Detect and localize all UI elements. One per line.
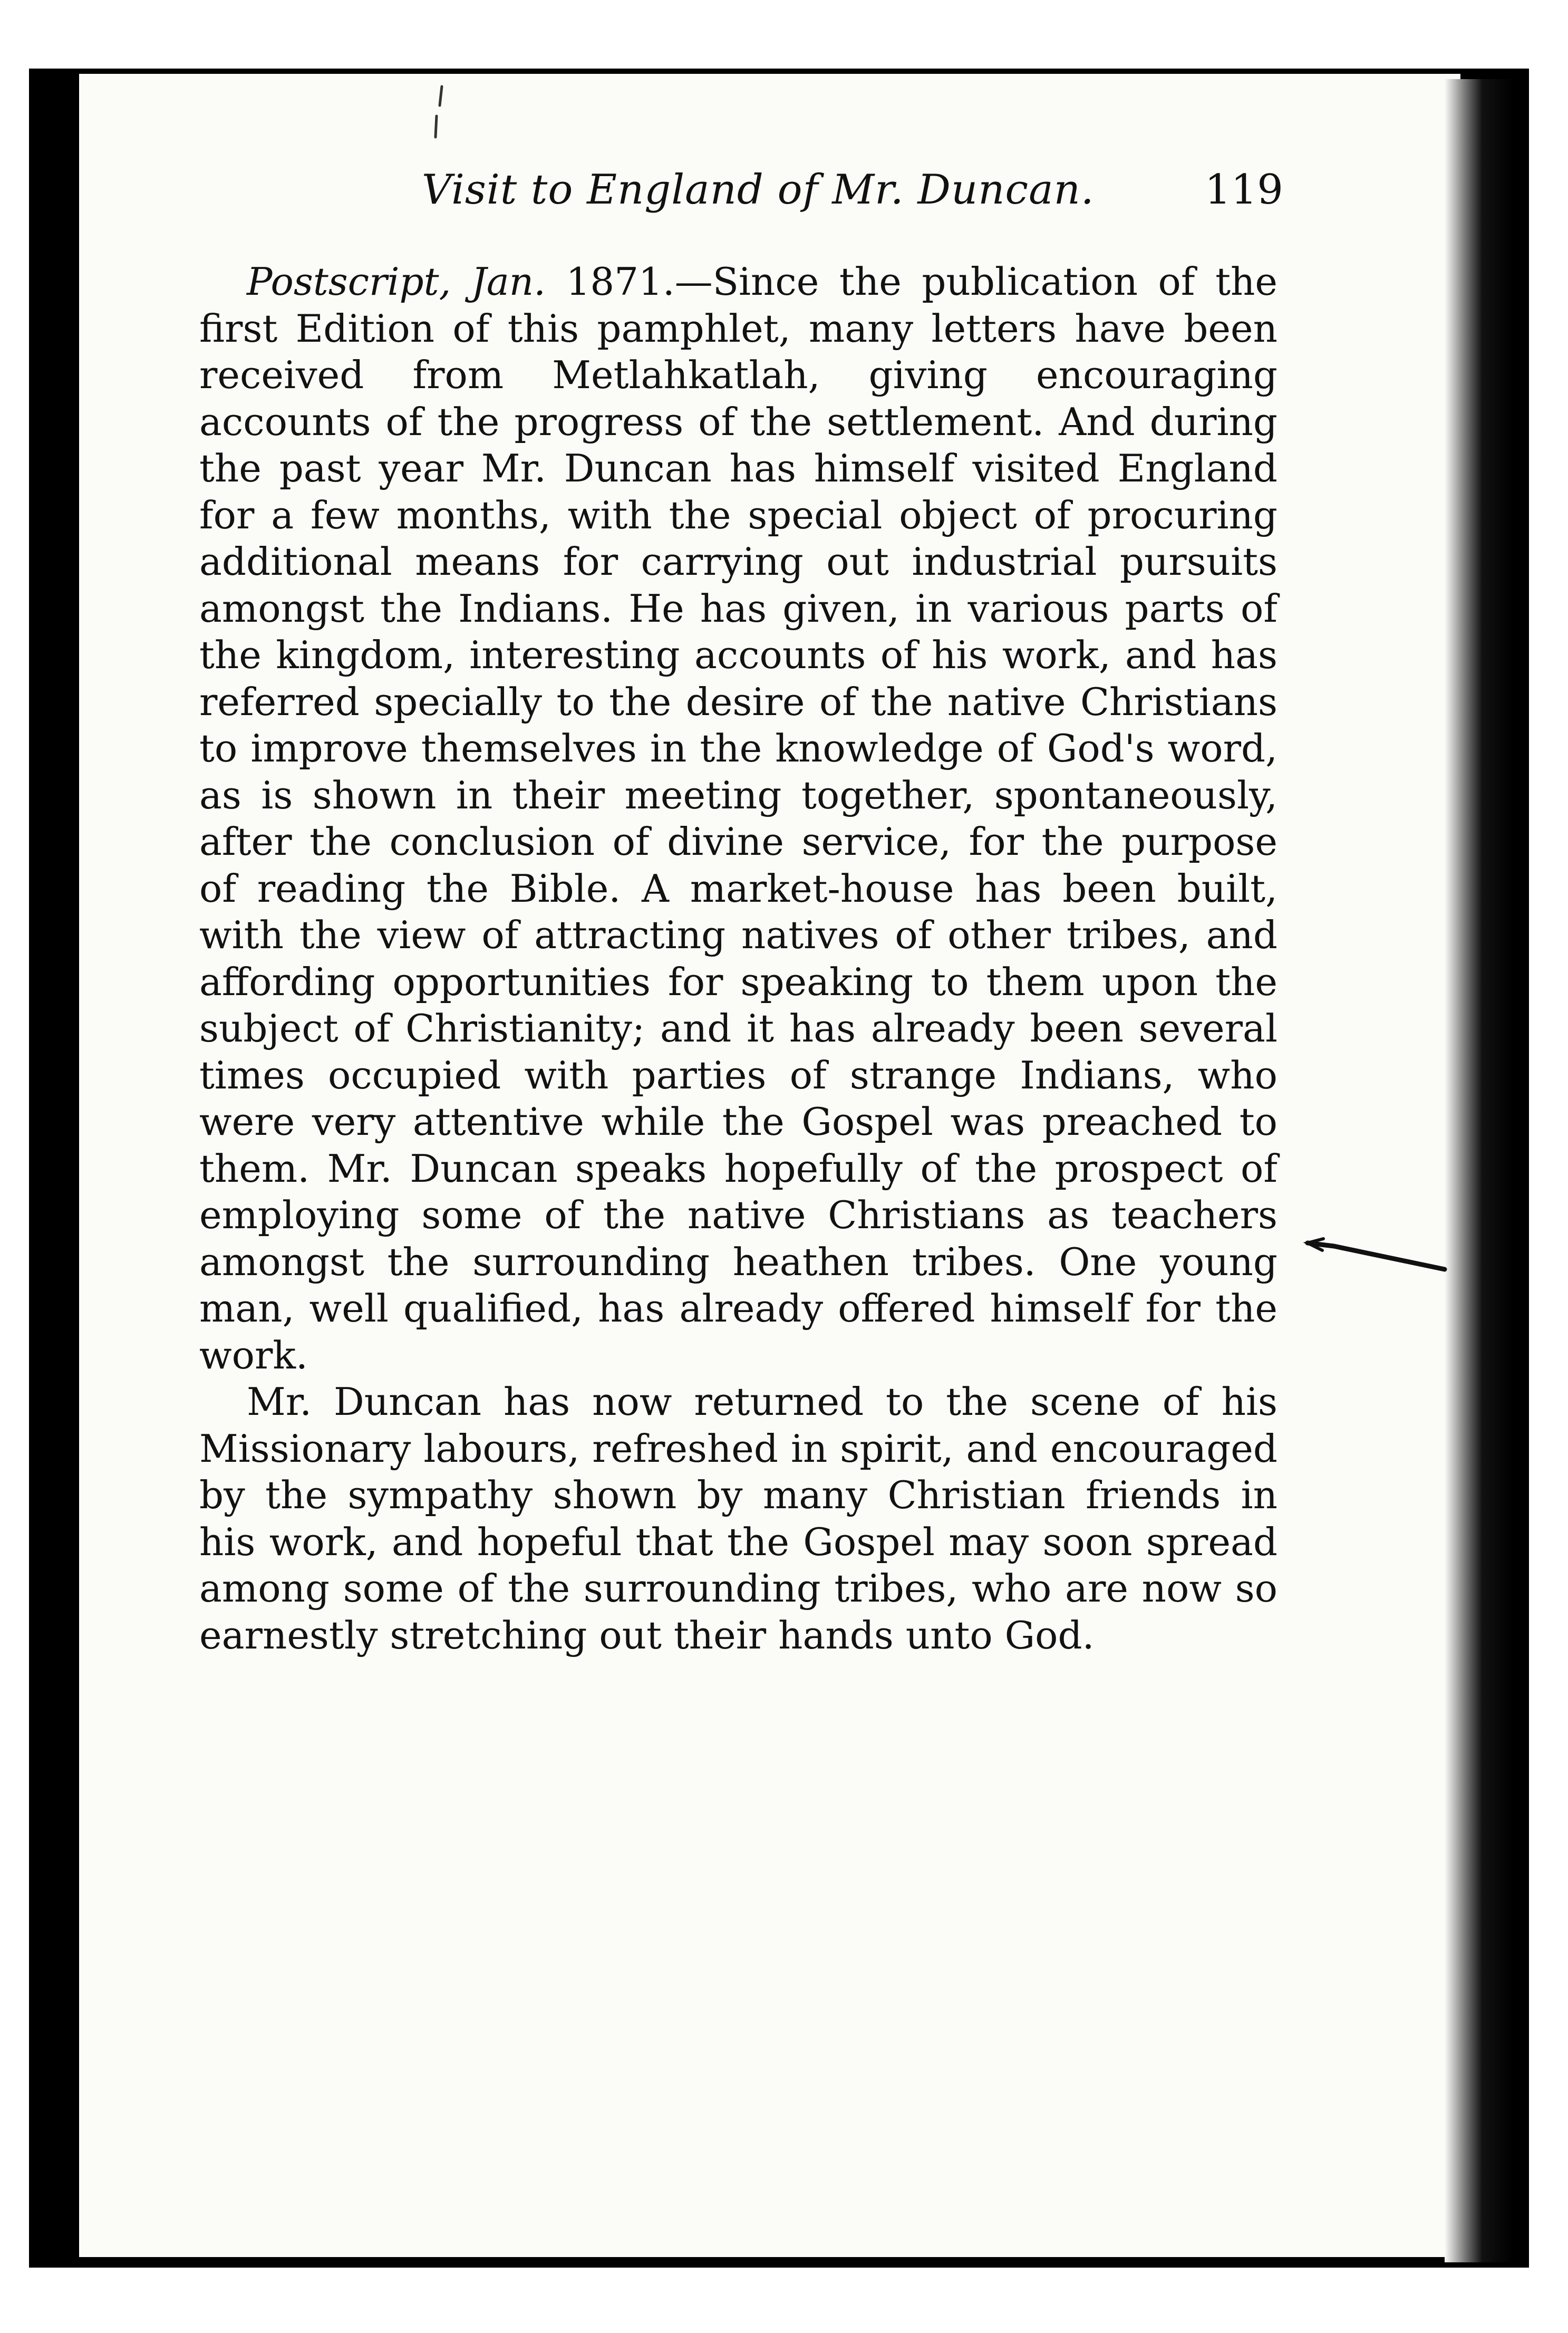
scan-border-left	[0, 69, 29, 2268]
pencil-mark-icon	[427, 84, 448, 148]
scan-border-top	[0, 0, 1568, 69]
running-title: Visit to England of Mr. Duncan.	[422, 166, 1095, 214]
paragraph-text: 1871.—Since the publication of the first Edition of this pamphlet, many letters have been received from Metlahkatlah, giving encouraging accounts of the progress of the settlement. And during the past year Mr. Duncan has himself visited England for a few months, with the special object of procuring additional means for carrying out industrial pursuits amongst the Indians. He has given, in various parts of the kingdom, interesting accounts of his work, and has referred specially to the desire of the native Christians to improve themselves in the knowledge of God's word, as is shown in their meeting together, spontaneously, after the conclusion of divine service, for the purpose of reading the Bible. A market-house has been built, with the view of attracting natives of other tribes, and affording opportunities for speaking to them upon the subject of Christianity; and it has already been several times occupied with parties of strange Indians, who were very attentive while the Gospel was preached to them. Mr. Duncan speaks hopefully of the prospect of employing some of the native Christians as teachers amongst the surrounding heathen tribes. One young man, well qualified, has already offered himself for the work.	[199, 259, 1277, 1377]
body-text	[199, 258, 1277, 1659]
paragraph-text: Mr. Duncan has now returned to the scene of his Missionary labours, refreshed in spirit, and encouraged by the sympathy shown by many Christian friends in his work, and hopeful that the Gospel may soon spread among some of the surrounding tribes, who are now so earnestly stretching out their hands unto God.	[199, 1380, 1277, 1657]
postscript-date-label: Postscript, Jan.	[247, 259, 546, 304]
scan-border-right	[1529, 69, 1568, 2268]
paragraph-return	[199, 1378, 1277, 1659]
paragraph-postscript	[199, 258, 1277, 1378]
scan-border-bottom	[0, 2268, 1568, 2333]
binding-shadow	[1445, 79, 1513, 2262]
margin-arrow-icon	[1302, 1237, 1455, 1279]
page-number: 119	[1205, 166, 1283, 214]
